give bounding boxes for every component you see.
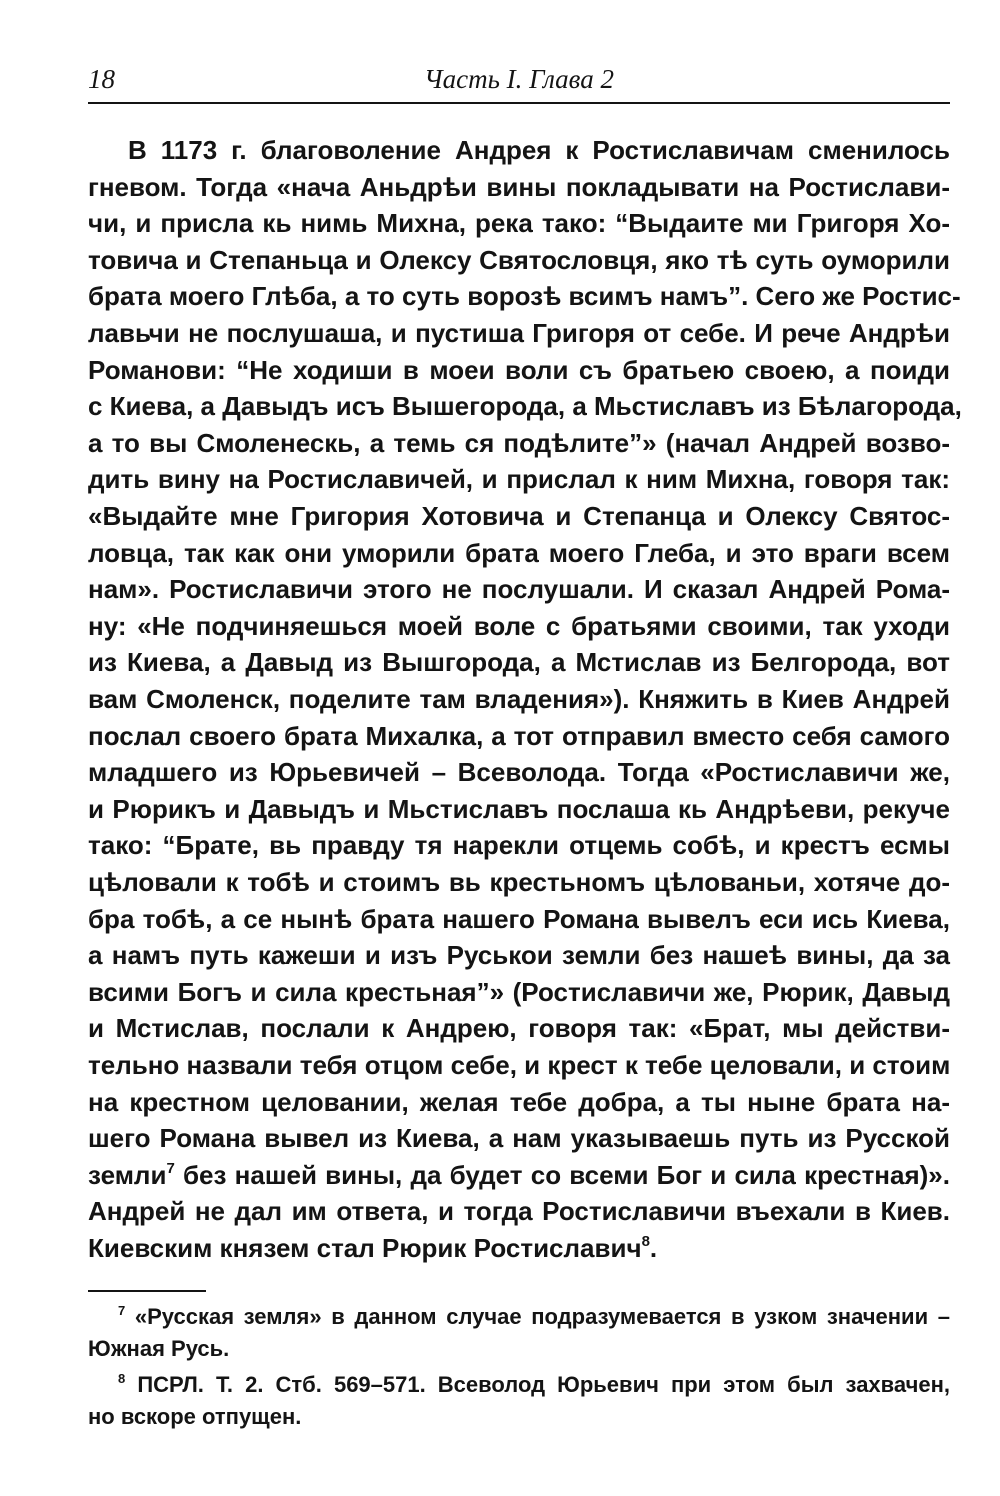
text-line: Киевским князем стал Рюрик Ростиславич$^8$. — [88, 1233, 658, 1263]
text-line: бра тобѣ, а се нынѣ брата нашего Романа вывелъ еси ись Киева, — [88, 903, 950, 934]
text-line: а намъ путь кажеши и изъ Руськои земли без нашеѣ вины, да за — [88, 940, 950, 971]
footnote-8-continued: но вскоре отпущен. — [88, 1404, 302, 1429]
text-line: лавьчи не послушаша, и пустиша Григоря от себе. И рече Андрѣи — [88, 318, 950, 348]
footnote-8 — [118, 1368, 950, 1402]
footnote-7-continued: Южная Русь. — [88, 1336, 230, 1361]
text-line: дить вину на Ростиславичей, и прислал к ним Михна, говоря так: — [88, 464, 950, 495]
text-line: послал своего брата Михалка, а тот отправил вместо себя самого — [88, 720, 950, 751]
text-line: чи, и присла кь нимь Михна, река тако: “Выдаите ми Григоря Хо- — [88, 208, 950, 239]
text-line: вам Смоленск, поделите там владения»). Княжить в Киев Андрей — [88, 684, 950, 714]
text-line: «Выдайте мне Григория Хотовича и Степанца и Олексу Святос- — [88, 501, 950, 531]
text-line: с Киева, а Давыдъ исъ Вышегорода, а Мьстиславъ из Бѣлагорода, — [88, 391, 962, 422]
text-line: тельно назвали тебя отцом себе, и крест к тебе целовали, и стоим — [88, 1050, 951, 1080]
text-line: из Киева, а Давыд из Вышгорода, а Мстислав из Белгорода, вот — [88, 647, 950, 678]
footnote-7 — [118, 1300, 950, 1334]
text-line: Андрей не дал им ответа, и тогда Ростиславичи въехали в Киев. — [88, 1196, 950, 1227]
text-line: шего Романа вывел из Киева, а нам указываешь путь из Русской — [88, 1123, 950, 1154]
footnote-rule — [88, 1290, 206, 1292]
footnote-text: ПСРЛ. Т. 2. Стб. 569–571. Всеволод Юрьевич при этом был захвачен, — [137, 1372, 950, 1397]
text-line: товича и Степаньца и Олексу Святословця, яко тѣ суть оуморили — [88, 244, 950, 275]
text-line: нам». Ростиславичи этого не послушали. И сказал Андрей Рома- — [88, 574, 950, 605]
text-line: на крестном целовании, желая тебе добра, а ты ныне брата на- — [88, 1086, 950, 1117]
text-line: всими Богъ и сила крестьная”» (Ростиславичи же, Рюрик, Давыд — [88, 976, 950, 1007]
footnote-number: 8 — [118, 1371, 126, 1386]
text-fragment: земли — [88, 1159, 167, 1190]
text-line: и Мстислав, послали к Андрею, говоря так: «Брат, мы действи- — [88, 1013, 950, 1044]
text-line: цѣловали к тобѣ и стоимъ вь крестьномъ цѣлованьи, хотяче до- — [88, 867, 950, 897]
text-line: а то вы Смоленескь, а темь ся подѣлите”» (начал Андрей возво- — [88, 427, 950, 458]
running-title: Часть I. Глава 2 — [424, 64, 614, 94]
footnote-text: «Русская земля» в данном случае подразумевается в узком значении – — [134, 1304, 950, 1329]
text-line: гневом. Тогда «нача Аньдрѣи вины покладывати на Ростислави- — [88, 171, 950, 202]
text-line: младшего из Юрьевичей – Всеволода. Тогда «Ростиславичи же, — [88, 757, 950, 788]
text-line: Романови: “Не ходиши в моеи воли съ братьею своею, а поиди — [88, 354, 950, 385]
text-fragment: без нашей вины, да будет со всеми Бог и сила крестная)». — [183, 1159, 950, 1190]
text-line: брата моего Глѣба, а то суть ворозѣ всимъ намъ”. Сего же Ростис- — [88, 281, 961, 312]
footnote-number: 7 — [118, 1303, 126, 1318]
header-rule — [88, 102, 950, 104]
text-line: и Рюрикъ и Давыдъ и Мьстиславъ послаша кь Андрѣеви, рекуче — [88, 793, 950, 824]
text-line: ловца, так как они уморили брата моего Глеба, и это враги всем — [88, 537, 950, 568]
text-line — [88, 1157, 950, 1194]
text-line: ну: «Не подчиняешься моей воле с братьями своими, так уходи — [88, 610, 950, 641]
running-header — [88, 64, 950, 104]
text-line: тако: “Брате, вь правду тя нарекли отцемь собѣ, и крестъ есмы — [88, 830, 950, 861]
text-fragment: Киевским князем стал Рюрик Ростиславич — [88, 1233, 642, 1263]
page-number: 18 — [88, 64, 115, 94]
footnote-ref-7[interactable]: 7 — [166, 1159, 175, 1177]
footnote-ref-8[interactable]: 8 — [641, 1233, 650, 1250]
text-line: В 1173 г. благоволение Андрея к Ростиславичам сменилось — [128, 135, 950, 165]
